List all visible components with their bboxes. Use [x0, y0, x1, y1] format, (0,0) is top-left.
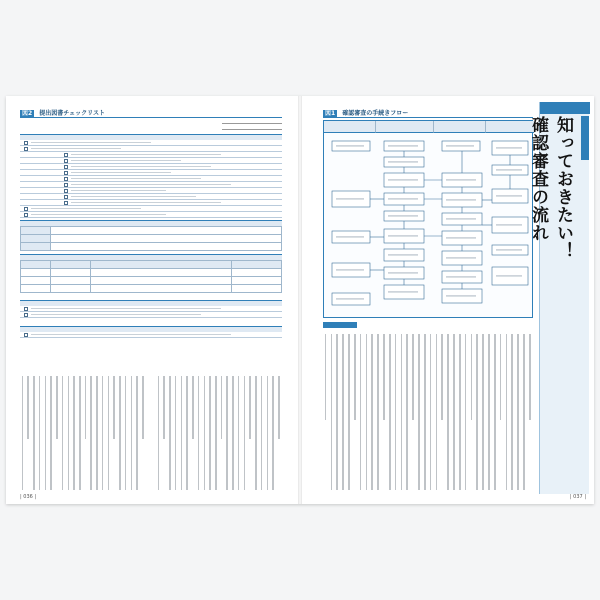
text-line	[389, 334, 391, 490]
text-line	[342, 334, 344, 490]
checklist-section-5	[20, 326, 282, 338]
text-line	[406, 334, 408, 490]
text-line	[163, 376, 165, 439]
text-line	[113, 376, 115, 439]
text-line	[436, 334, 438, 490]
text-line	[85, 376, 87, 439]
text-line	[221, 376, 223, 439]
checkbox[interactable]	[64, 183, 68, 187]
flow-node-text-placeholder	[496, 147, 522, 148]
text-line	[261, 376, 263, 490]
right-figure-title-text: 確認審査の手続きフロー	[342, 110, 409, 117]
text-line	[272, 376, 274, 490]
text-line	[90, 376, 92, 490]
text-line	[447, 334, 449, 490]
text-line	[125, 376, 127, 490]
checkbox[interactable]	[64, 177, 68, 181]
text-line	[401, 334, 403, 490]
section-3-table	[20, 260, 282, 293]
text-line	[506, 334, 508, 490]
checkbox[interactable]	[64, 189, 68, 193]
flow-node-text-placeholder	[388, 161, 418, 162]
text-line	[517, 334, 519, 490]
flow-node-text-placeholder	[388, 235, 418, 236]
text-line	[73, 376, 75, 490]
text-line	[354, 334, 356, 420]
text-line	[476, 334, 478, 490]
checkbox[interactable]	[24, 313, 28, 317]
right-folio: | 037 |	[569, 494, 586, 500]
flow-node-text-placeholder	[388, 291, 418, 292]
text-line	[336, 334, 338, 490]
callout-tag	[323, 322, 357, 328]
text-line	[204, 376, 206, 490]
text-line	[244, 376, 246, 490]
left-folio: | 036 |	[20, 494, 37, 500]
text-line	[158, 376, 160, 490]
text-line	[209, 376, 211, 490]
text-line	[39, 376, 41, 490]
chapter-tab	[540, 102, 590, 114]
text-line	[459, 334, 461, 490]
flow-node-text-placeholder	[446, 237, 476, 238]
checkbox[interactable]	[64, 165, 68, 169]
flowchart-diagram	[324, 121, 534, 319]
checkbox[interactable]	[24, 147, 28, 151]
text-line	[430, 334, 432, 490]
text-line	[453, 334, 455, 490]
checklist-section-1	[20, 134, 282, 218]
flow-node-text-placeholder	[496, 249, 522, 250]
text-line	[529, 334, 531, 420]
flow-node-text-placeholder	[388, 198, 418, 199]
text-line	[102, 376, 104, 490]
text-line	[33, 376, 35, 490]
flow-node-text-placeholder	[388, 254, 418, 255]
submission-checklist	[20, 120, 282, 368]
text-line	[278, 376, 280, 439]
text-line	[441, 334, 443, 420]
flow-node-text-placeholder	[446, 257, 476, 258]
flow-node-text-placeholder	[336, 298, 364, 299]
text-line	[142, 376, 144, 439]
text-line	[22, 376, 24, 490]
flow-node-text-placeholder	[446, 179, 476, 180]
flow-node-text-placeholder	[388, 145, 418, 146]
text-line	[488, 334, 490, 490]
flow-callout	[323, 322, 533, 328]
text-line	[198, 376, 200, 490]
checkbox[interactable]	[64, 153, 68, 157]
text-line	[523, 334, 525, 490]
text-line	[424, 334, 426, 490]
flow-node-text-placeholder	[388, 272, 418, 273]
chapter-title-panel	[528, 102, 589, 494]
text-line	[50, 376, 52, 490]
text-line	[377, 334, 379, 490]
flow-node-text-placeholder	[388, 179, 418, 180]
left-page	[6, 96, 299, 504]
text-line	[249, 376, 251, 439]
right-figure-title	[323, 108, 533, 118]
section-2-table	[20, 226, 282, 251]
flow-node-text-placeholder	[446, 145, 474, 146]
text-line	[186, 376, 188, 490]
checkbox[interactable]	[24, 141, 28, 145]
checklist-row	[20, 212, 282, 218]
text-line	[255, 376, 257, 490]
text-line	[119, 376, 121, 490]
flow-node-text-placeholder	[446, 199, 476, 200]
flow-node-text-placeholder	[336, 198, 364, 199]
right-page	[301, 96, 594, 504]
text-line	[395, 334, 397, 490]
checkbox[interactable]	[24, 213, 28, 217]
text-line	[500, 334, 502, 420]
right-text-column	[323, 334, 533, 492]
text-line	[482, 334, 484, 490]
text-line	[383, 334, 385, 420]
text-line	[418, 334, 420, 490]
checklist-row	[20, 332, 282, 338]
checkbox[interactable]	[24, 207, 28, 211]
chapter-title: 知っておきたい！確認審査の流れ	[528, 116, 573, 260]
flow-node-text-placeholder	[496, 224, 522, 225]
flow-node-text-placeholder	[336, 269, 364, 270]
text-line	[232, 376, 234, 490]
checkbox[interactable]	[64, 171, 68, 175]
left-figure-title	[20, 108, 282, 118]
procedure-flowchart	[323, 120, 533, 318]
flow-node-text-placeholder	[496, 169, 522, 170]
text-line	[371, 334, 373, 490]
left-body-text	[20, 376, 282, 494]
text-line	[192, 376, 194, 439]
flow-node-text-placeholder	[388, 215, 418, 216]
flow-node-text-placeholder	[496, 275, 522, 276]
text-line	[471, 334, 473, 420]
text-line	[465, 334, 467, 490]
text-line	[56, 376, 58, 439]
text-line	[238, 376, 240, 490]
flow-node-text-placeholder	[336, 145, 364, 146]
checkbox[interactable]	[24, 307, 28, 311]
text-line	[412, 334, 414, 420]
text-line	[215, 376, 217, 490]
checkbox[interactable]	[24, 333, 28, 337]
checklist-section-2	[20, 220, 282, 251]
checklist-section-3	[20, 254, 282, 293]
text-line	[181, 376, 183, 490]
checklist-section-4	[20, 300, 282, 318]
left-text-column-1	[20, 376, 146, 492]
checkbox[interactable]	[64, 159, 68, 163]
text-line	[360, 334, 362, 490]
flow-node-text-placeholder	[496, 195, 522, 196]
flow-node-text-placeholder	[446, 295, 476, 296]
text-line	[131, 376, 133, 490]
text-line	[331, 334, 333, 490]
text-line	[348, 334, 350, 490]
date-block	[222, 120, 282, 130]
text-line	[62, 376, 64, 490]
text-line	[226, 376, 228, 490]
checklist-row	[20, 312, 282, 318]
left-figure-title-text: 提出図書チェックリスト	[39, 110, 105, 117]
checkbox[interactable]	[64, 201, 68, 205]
flow-node-text-placeholder	[336, 236, 364, 237]
left-figure-number: 図2	[22, 110, 33, 117]
text-line	[366, 334, 368, 490]
text-line	[68, 376, 70, 490]
side-index-strip	[581, 116, 589, 160]
text-line	[169, 376, 171, 490]
right-figure-number: 図1	[325, 110, 336, 117]
book-spread	[6, 96, 594, 504]
text-line	[108, 376, 110, 490]
text-line	[79, 376, 81, 490]
flow-node-text-placeholder	[446, 218, 476, 219]
text-line	[175, 376, 177, 490]
text-line	[96, 376, 98, 490]
text-line	[267, 376, 269, 490]
left-text-column-2	[156, 376, 282, 492]
text-line	[45, 376, 47, 490]
right-body-text	[323, 334, 533, 494]
text-line	[494, 334, 496, 490]
text-line	[325, 334, 327, 420]
text-line	[511, 334, 513, 490]
text-line	[136, 376, 138, 490]
checkbox[interactable]	[64, 195, 68, 199]
flow-node-text-placeholder	[446, 276, 476, 277]
text-line	[27, 376, 29, 439]
